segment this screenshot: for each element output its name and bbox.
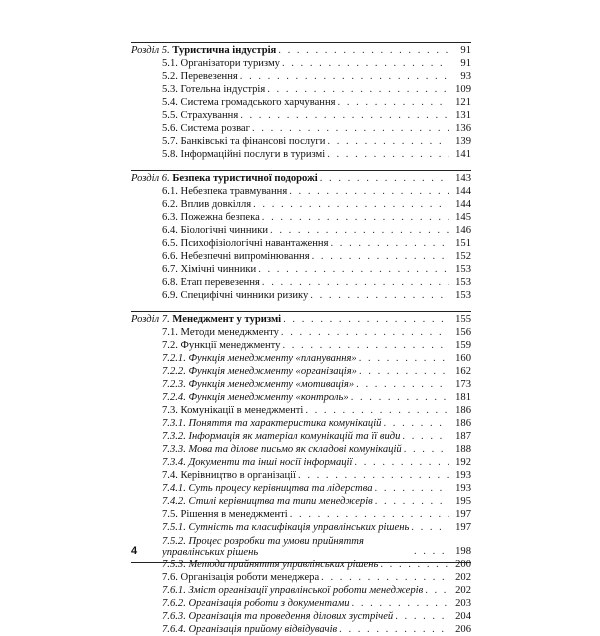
toc-entry[interactable] [131,521,471,534]
toc-row [131,148,471,161]
toc-page-number: 141 [449,148,471,161]
dot-leader [290,508,449,521]
dot-leader [359,352,449,365]
toc-entry[interactable] [131,404,471,417]
toc-row [131,237,471,250]
toc-entry-label: 5.4. Система громадського харчування [162,97,336,108]
toc-page-number: 192 [449,456,471,469]
toc-page-number: 188 [449,443,471,456]
dot-leader [380,558,449,571]
dot-leader [352,597,449,610]
dot-leader [375,482,449,495]
toc-page-number: 204 [449,610,471,623]
toc-chapter[interactable] [131,170,471,185]
toc-page-number: 156 [449,326,471,339]
toc-entry-label: 7.5.3. Методи прийняття управлінських рішень [162,559,379,570]
dot-leader [404,443,449,456]
toc-entry-label: 7.1. Методи менеджменту [162,327,279,338]
toc-row [131,365,471,378]
toc-page-number: 144 [449,185,471,198]
toc-entry[interactable] [131,443,471,456]
dot-leader [375,495,449,508]
toc-page-number: 181 [449,391,471,404]
toc-entry-label: 7.4.1. Суть процесу керівництва та лідерства [162,483,373,494]
dot-leader [282,57,449,70]
toc-row [131,534,471,558]
toc-entry-label: 6.9. Специфічні чинники ризику [162,290,309,301]
toc-page-number: 195 [449,495,471,508]
dot-leader [278,44,449,57]
toc-page-number: 153 [449,289,471,302]
toc-page-number: 91 [449,57,471,70]
toc-row [131,224,471,237]
toc-row [131,172,471,185]
toc-row [131,597,471,610]
toc-entry-label: 7.3.3. Мова та ділове письмо як складові комунікацій [162,444,402,455]
toc-entry-label: 5.7. Банківські та фінансові послуги [162,136,326,147]
dot-leader [283,313,449,326]
toc-row [131,289,471,302]
toc-row [131,122,471,135]
toc-entry[interactable] [131,326,471,339]
toc-entry-label: 5.2. Перевезення [162,71,238,82]
dot-leader [240,70,449,83]
toc-entry-label: 5.1. Організатори туризму [162,58,280,69]
dot-leader [282,339,449,352]
toc-entry-label: 6.8. Етап перевезення [162,277,260,288]
toc-page-number: 197 [449,521,471,534]
dot-leader [252,122,449,135]
page-number: 4 [131,545,138,557]
toc-row [131,352,471,365]
dot-leader [270,224,449,237]
toc-entry-label: 7.2.2. Функція менеджменту «організація» [162,366,357,377]
toc-entry[interactable] [131,339,471,352]
toc-row [131,326,471,339]
dot-leader [240,109,449,122]
toc-row [131,250,471,263]
toc-row [131,96,471,109]
toc-row [131,391,471,404]
toc-row [131,378,471,391]
dot-leader [402,430,449,443]
toc-entry[interactable] [131,456,471,469]
toc-entry-label: 7.4. Керівництво в організації [162,470,297,481]
toc-row [131,623,471,636]
toc-page-number: 159 [449,339,471,352]
toc-entry-label: 6.5. Психофізіологічні навантаження [162,238,329,249]
toc-entry[interactable] [131,109,471,122]
toc-entry[interactable] [131,623,471,636]
toc-row [131,109,471,122]
dot-leader [339,623,449,636]
toc-row [131,508,471,521]
toc-page-number: 202 [449,584,471,597]
toc-entry[interactable] [131,148,471,161]
dot-leader [354,456,449,469]
toc-page-number: 145 [449,211,471,224]
toc-entry[interactable] [131,430,471,443]
toc-row [131,482,471,495]
toc-entry[interactable] [131,96,471,109]
dot-leader [267,83,449,96]
toc-chapter[interactable] [131,42,471,57]
toc-row [131,44,471,57]
toc-page-number: 144 [449,198,471,211]
toc-page-number: 139 [449,135,471,148]
toc-page-number: 93 [449,70,471,83]
chapter-title: Безпека туристичної подорожі [169,173,318,184]
toc-entry[interactable] [131,276,471,289]
toc-entry-label: 7.3.1. Поняття та характеристика комунікацій [162,418,382,429]
toc-entry[interactable] [131,495,471,508]
toc-chapter[interactable] [131,311,471,326]
toc-page-number: 193 [449,482,471,495]
toc-entry-label: 7.5.2. Процес розробки та умови прийняття управлінських рішень [162,536,414,558]
toc-page-number: 206 [449,623,471,636]
toc-entry[interactable] [131,365,471,378]
toc-page-number: 153 [449,276,471,289]
chapter-title: Менеджмент у туризмі [169,314,282,325]
toc-page-number: 153 [449,263,471,276]
toc-entry-label: 6.4. Біологічні чинники [162,225,269,236]
toc-entry-label: 7.2. Функції менеджменту [162,340,281,351]
toc-entry[interactable] [131,469,471,482]
toc-entry-label: 7.2.3. Функція менеджменту «мотивація» [162,379,355,390]
dot-leader [356,378,449,391]
toc-row [131,57,471,70]
toc-page-number: 173 [449,378,471,391]
toc-entry[interactable] [131,610,471,623]
toc-entry[interactable] [131,391,471,404]
chapter-prefix: Розділ 7. [131,314,170,325]
toc-entry-label: 5.3. Готельна індустрія [162,84,266,95]
dot-leader [321,571,449,584]
toc-page-number: 186 [449,404,471,417]
toc-entry[interactable] [131,122,471,135]
toc-entry[interactable] [131,211,471,224]
toc-entry[interactable] [131,250,471,263]
toc-entry[interactable] [131,83,471,96]
toc-entry[interactable] [131,584,471,597]
dot-leader [312,250,449,263]
toc-page-number: 200 [449,558,471,571]
toc-page-number: 203 [449,597,471,610]
toc-entry-label: 7.6.3. Організація та проведення ділових зустрічей [162,611,394,622]
toc-entry-label: 7.6.2. Організація роботи з документами [162,598,350,609]
dot-leader [330,237,449,250]
dot-leader [289,185,449,198]
toc-entry-label: 7.5. Рішення в менеджменті [162,509,288,520]
dot-leader [262,276,449,289]
toc-row [131,83,471,96]
toc-row [131,521,471,534]
toc-entry-label: 5.8. Інформаційні послуги в туризмі [162,149,326,160]
toc-entry-label: 6.2. Вплив довкілля [162,199,252,210]
dot-leader [425,584,449,597]
toc-entry-label: 6.7. Хімічні чинники [162,264,257,275]
toc-entry[interactable] [131,237,471,250]
dot-leader [253,198,449,211]
toc-entry[interactable] [131,57,471,70]
toc-entry-label: 7.2.1. Функція менеджменту «планування» [162,353,357,364]
chapter-prefix: Розділ 5. [131,45,170,56]
toc-entry[interactable] [131,70,471,83]
dot-leader [383,417,449,430]
toc-page-number: 198 [449,545,471,558]
toc-entry-label: 5.5. Страхування [162,110,239,121]
chapter-prefix: Розділ 6. [131,173,170,184]
toc-entry-label: 7.3. Комунікації в менеджменті [162,405,304,416]
toc-entry[interactable] [131,597,471,610]
toc-page-number: 193 [449,469,471,482]
toc-entry-label: 6.1. Небезпека травмування [162,186,288,197]
toc-row [131,276,471,289]
toc-entry[interactable] [131,417,471,430]
toc-entry-label: 7.3.2. Інформація як матеріал комунікацій та її види [162,431,401,442]
toc-row [131,430,471,443]
toc-page-number: 131 [449,109,471,122]
toc-entry-label: 7.3.4. Документи та інші носії інформації [162,457,353,468]
toc-row [131,185,471,198]
toc-page-number: 187 [449,430,471,443]
toc-entry-label: 7.6.1. Зміст організації управлінської роботи менеджерів [162,585,424,596]
toc-row [131,584,471,597]
toc-page-number: 152 [449,250,471,263]
toc-entry-label: 7.4.2. Стилі керівництва та типи менеджерів [162,496,373,507]
toc-entry[interactable] [131,378,471,391]
toc-entry-label [131,313,283,326]
toc-entry-label: 6.6. Небезпечні випромінювання [162,251,310,262]
chapter-title: Туристична індустрія [169,45,277,56]
dot-leader [351,391,449,404]
toc-page-number: 136 [449,122,471,135]
toc-entry[interactable] [131,508,471,521]
dot-leader [414,545,449,558]
toc-page-number: 121 [449,96,471,109]
toc-entry-label [131,172,320,185]
toc-entry-label: 5.6. Система розваг [162,123,250,134]
toc-page-number: 109 [449,83,471,96]
toc-row [131,443,471,456]
dot-leader [395,610,449,623]
toc-entry[interactable] [131,482,471,495]
toc-page-number: 160 [449,352,471,365]
toc-row [131,211,471,224]
toc-entry[interactable] [131,534,471,558]
dot-leader [310,289,449,302]
toc-entry-label: 7.2.4. Функція менеджменту «контроль» [162,392,349,403]
dot-leader [258,263,449,276]
toc-row [131,135,471,148]
toc-row [131,469,471,482]
dot-leader [327,135,449,148]
toc-row [131,610,471,623]
table-of-contents [131,42,471,636]
toc-page-number: 202 [449,571,471,584]
toc-page-number: 155 [449,313,471,326]
toc-page-number: 143 [449,172,471,185]
toc-page-number: 91 [449,44,471,57]
toc-entry-label [131,44,278,57]
dot-leader [359,365,449,378]
toc-entry[interactable] [131,263,471,276]
toc-entry-label: 6.3. Пожежна безпека [162,212,260,223]
dot-leader [411,521,449,534]
toc-row [131,263,471,276]
toc-row [131,571,471,584]
toc-row [131,313,471,326]
toc-row [131,339,471,352]
dot-leader [281,326,449,339]
toc-entry-label: 7.6. Організація роботи менеджера [162,572,320,583]
toc-entry[interactable] [131,289,471,302]
toc-row [131,198,471,211]
toc-entry[interactable] [131,185,471,198]
toc-row [131,456,471,469]
toc-entry[interactable] [131,558,471,571]
toc-entry[interactable] [131,135,471,148]
toc-row [131,404,471,417]
toc-page-number: 151 [449,237,471,250]
dot-leader [298,469,449,482]
toc-entry-label: 7.5.1. Сутність та класифікація управлінських рішень [162,522,410,533]
toc-entry-label: 7.6.4. Організація прийому відвідувачів [162,624,338,635]
dot-leader [320,172,449,185]
toc-row [131,70,471,83]
toc-page-number: 162 [449,365,471,378]
toc-entry[interactable] [131,198,471,211]
toc-entry[interactable] [131,571,471,584]
dot-leader [262,211,449,224]
dot-leader [327,148,449,161]
toc-row [131,495,471,508]
toc-page-number: 197 [449,508,471,521]
dot-leader [338,96,449,109]
toc-row [131,417,471,430]
toc-entry[interactable] [131,352,471,365]
footer-rule [131,562,471,563]
toc-row [131,558,471,571]
toc-entry[interactable] [131,224,471,237]
toc-page-number: 146 [449,224,471,237]
toc-page-number: 186 [449,417,471,430]
dot-leader [305,404,449,417]
